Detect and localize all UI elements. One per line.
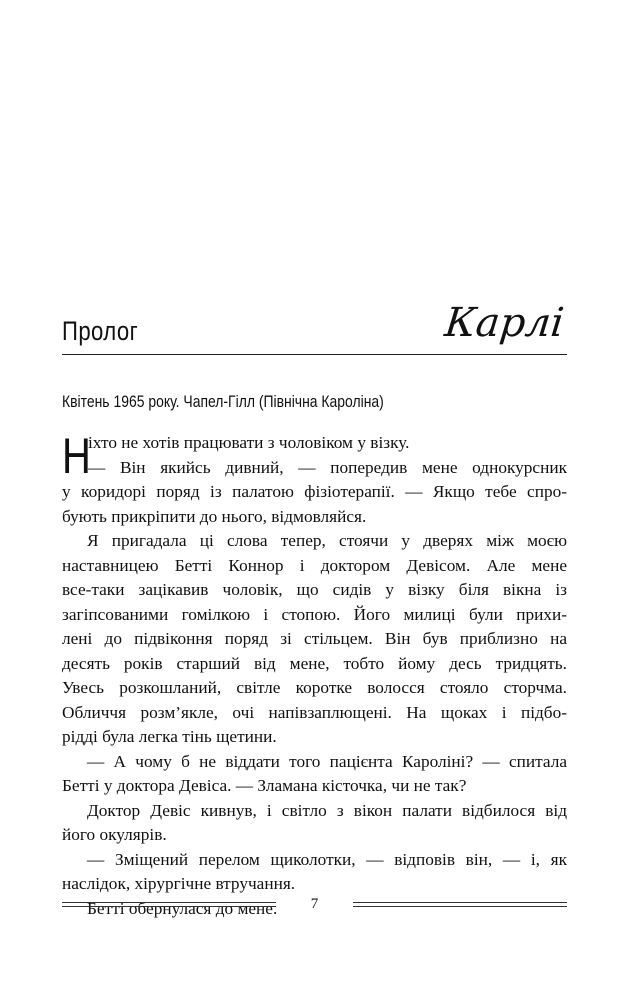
chapter-title: Пролог bbox=[62, 316, 139, 346]
text-line: Увесь розкошланий, світле коротке волосся стояло сторчма. bbox=[62, 678, 567, 697]
header-rule bbox=[62, 354, 567, 355]
page-footer bbox=[62, 898, 567, 914]
text-line: у коридорі поряд із палатою фізіотерапії. — Якщо тебе спро- bbox=[62, 482, 567, 501]
text-line: наслідок, хірургічне втручання. bbox=[62, 874, 296, 893]
section-subheading: Квітень 1965 року. Чапел-Гілл (Північна Кароліна) bbox=[62, 392, 384, 411]
text-line: Я пригадала ці слова тепер, стоячи у дверях між моєю bbox=[87, 531, 567, 550]
text-line: — Зміщений перелом щиколотки, — відповів він, — і, як bbox=[87, 849, 567, 869]
text-line: — А чому б не віддати того пацієнта Кароліні? — спитала bbox=[87, 751, 567, 771]
paragraph bbox=[62, 529, 567, 750]
body-text bbox=[62, 428, 567, 921]
text-line: — Він якийсь дивний, — попередив мене однокурсник bbox=[88, 457, 567, 477]
text-line: все-таки зацікавив чоловік, що сидів у візку біля вікна із bbox=[62, 580, 567, 599]
chapter-header bbox=[62, 300, 566, 358]
drop-cap: Н bbox=[62, 428, 91, 484]
text-line: десять років старший від мене, тобто йому десь тридцять. bbox=[62, 653, 567, 673]
text-line: лені до підвіконня поряд зі стільцем. Він був приблизно на bbox=[62, 629, 567, 648]
text-line: Обличчя розм’якле, очі напівзаплющені. На щоках і підбо- bbox=[62, 702, 567, 722]
narrator-name: Карлі bbox=[442, 300, 567, 346]
paragraph bbox=[62, 428, 567, 529]
text-line: Доктор Девіс кивнув, і світло з вікон палати відбилося від bbox=[87, 800, 567, 820]
text-line: іхто не хотів працювати з чоловіком у візку. bbox=[88, 433, 410, 452]
page-number: 7 bbox=[310, 896, 319, 912]
text-line: рідді була легка тінь щетини. bbox=[62, 727, 277, 746]
text-line: його окулярів. bbox=[62, 825, 167, 844]
text-line: Бетті обернулася до мене. bbox=[87, 898, 278, 918]
footer-rule-right bbox=[353, 902, 567, 908]
paragraph bbox=[62, 799, 567, 848]
text-line: Бетті у доктора Девіса. — Зламана кісточка, чи не так? bbox=[62, 776, 467, 795]
paragraph bbox=[62, 848, 567, 897]
paragraph bbox=[62, 750, 567, 799]
text-line: наставницею Бетті Коннор і доктором Девісом. Але мене bbox=[62, 555, 567, 575]
text-line: загіпсованими гомілкою і стопою. Його милиці були прихи- bbox=[62, 604, 567, 624]
text-line: бують прикріпити до нього, відмовляйся. bbox=[62, 506, 367, 526]
